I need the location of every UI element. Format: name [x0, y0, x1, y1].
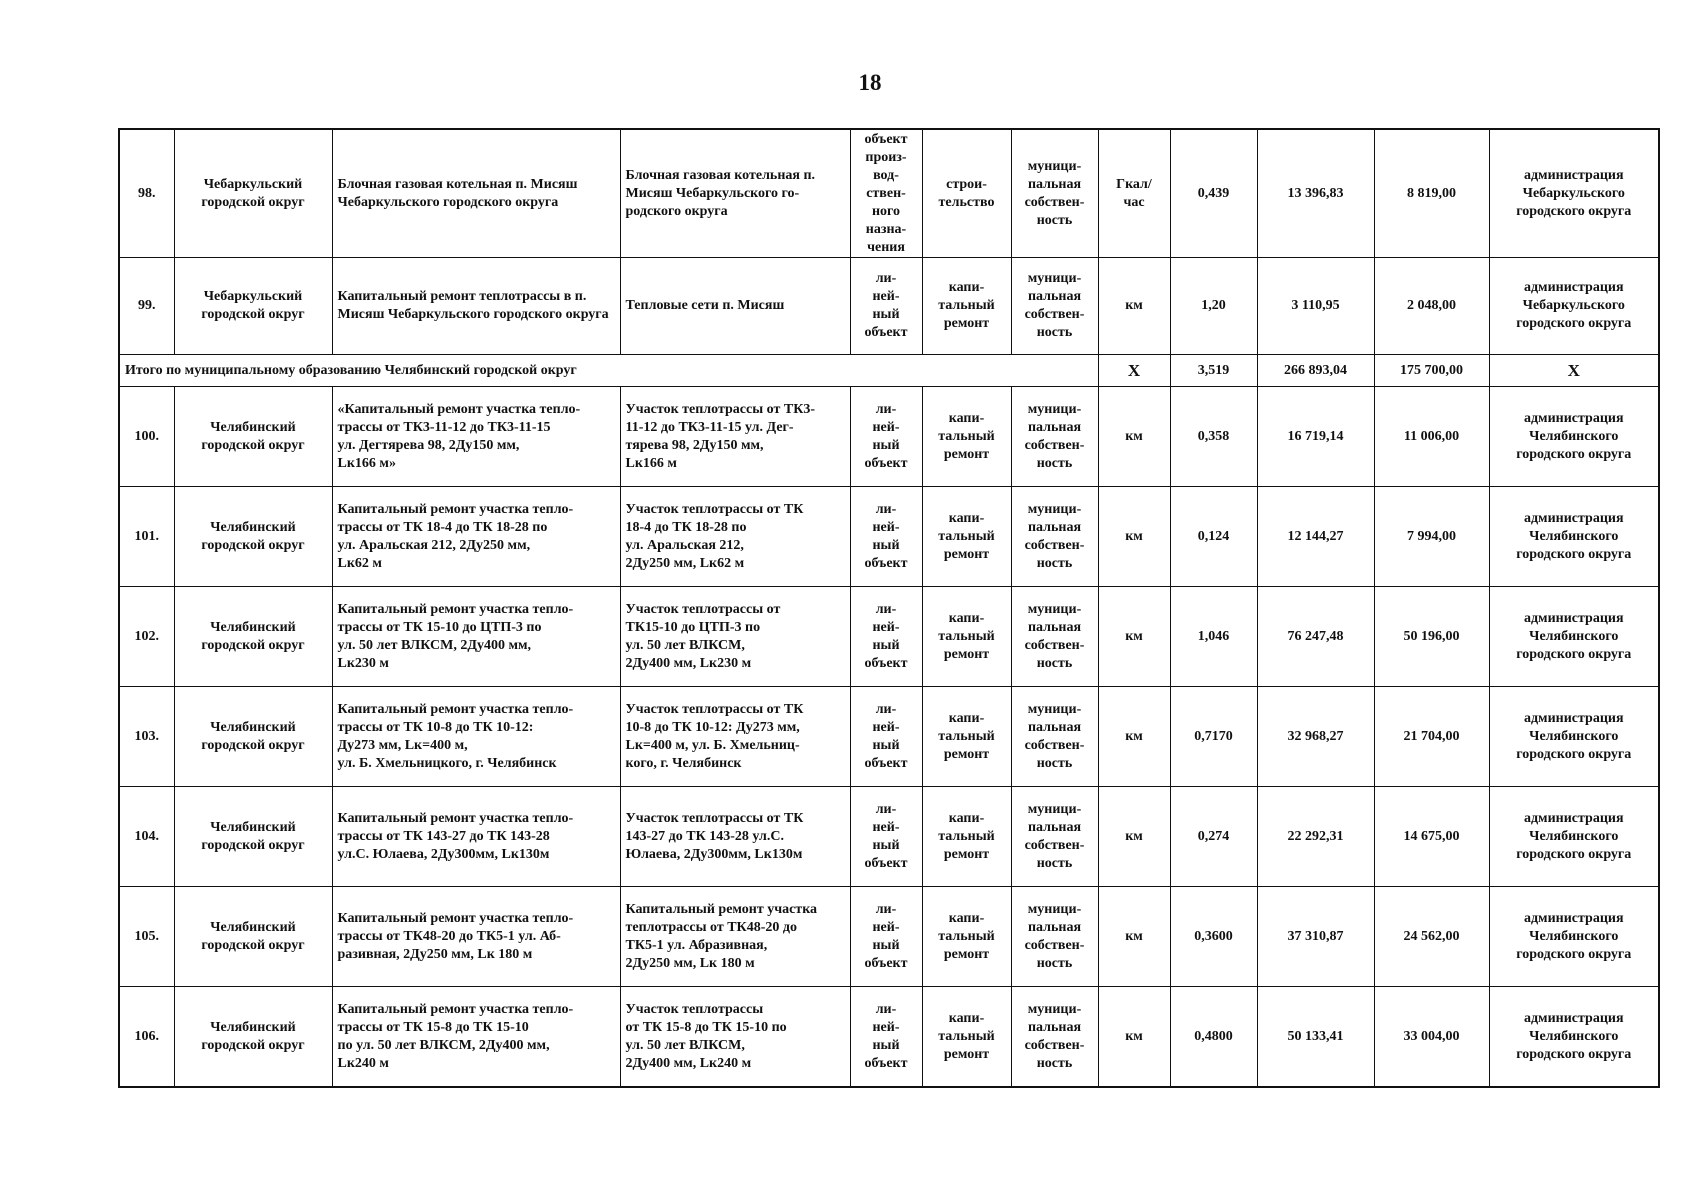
- ownership-cell: муници- пальная собствен- ность: [1011, 258, 1098, 355]
- unit-cell: км: [1098, 987, 1170, 1088]
- table-row: [119, 258, 1659, 355]
- ownership-cell: муници- пальная собствен- ность: [1011, 987, 1098, 1088]
- cost-total-cell: 3 110,95: [1257, 258, 1374, 355]
- object-type-cell: объект произ- вод- ствен- ного назна- чения: [850, 129, 922, 258]
- row-number: 102.: [119, 587, 174, 687]
- row-number: 99.: [119, 258, 174, 355]
- object-type-cell: ли- ней- ный объект: [850, 787, 922, 887]
- unit-cell: км: [1098, 487, 1170, 587]
- cost-subsidy-cell: 11 006,00: [1374, 387, 1489, 487]
- object-cell: Тепловые сети п. Мисяш: [620, 258, 850, 355]
- table-row: [119, 687, 1659, 787]
- ownership-cell: муници- пальная собствен- ность: [1011, 129, 1098, 258]
- work-type-cell: капи- тальный ремонт: [922, 387, 1011, 487]
- customer-cell: администрация Чебаркульского городского округа: [1489, 129, 1659, 258]
- object-type-cell: ли- ней- ный объект: [850, 687, 922, 787]
- object-cell: Участок теплотрассы от ТК 18-4 до ТК 18-28 по ул. Аральская 212, 2Ду250 мм, Lк62 м: [620, 487, 850, 587]
- event-cell: Капитальный ремонт участка тепло- трассы от ТК 18-4 до ТК 18-28 по ул. Аральская 212, 2Ду250 мм, Lк62 м: [332, 487, 620, 587]
- customer-cell: администрация Челябинского городского округа: [1489, 387, 1659, 487]
- cost-total-cell: 50 133,41: [1257, 987, 1374, 1088]
- event-cell: Блочная газовая котельная п. Мисяш Чебаркульского городского округа: [332, 129, 620, 258]
- work-type-cell: капи- тальный ремонт: [922, 887, 1011, 987]
- cost-subsidy-cell: 2 048,00: [1374, 258, 1489, 355]
- row-number: 104.: [119, 787, 174, 887]
- total-cost-total-cell: 266 893,04: [1257, 355, 1374, 387]
- municipality-cell: Челябинский городской округ: [174, 687, 332, 787]
- table-row: [119, 587, 1659, 687]
- table-row: [119, 387, 1659, 487]
- object-cell: Участок теплотрассы от ТК 10-8 до ТК 10-12: Ду273 мм, Lк=400 м, ул. Б. Хмельниц- кого, г. Челябинск: [620, 687, 850, 787]
- work-type-cell: капи- тальный ремонт: [922, 487, 1011, 587]
- capacity-cell: 1,046: [1170, 587, 1257, 687]
- unit-cell: км: [1098, 787, 1170, 887]
- ownership-cell: муници- пальная собствен- ность: [1011, 387, 1098, 487]
- row-number: 106.: [119, 987, 174, 1088]
- customer-cell: администрация Челябинского городского округа: [1489, 787, 1659, 887]
- unit-cell: км: [1098, 258, 1170, 355]
- row-number: 105.: [119, 887, 174, 987]
- ownership-cell: муници- пальная собствен- ность: [1011, 587, 1098, 687]
- municipality-cell: Чебаркульский городской округ: [174, 258, 332, 355]
- customer-cell: администрация Челябинского городского округа: [1489, 887, 1659, 987]
- cost-total-cell: 22 292,31: [1257, 787, 1374, 887]
- event-cell: Капитальный ремонт участка тепло- трассы от ТК 10-8 до ТК 10-12: Ду273 мм, Lк=400 м, ул. Б. Хмельницкого, г. Челябинск: [332, 687, 620, 787]
- unit-cell: км: [1098, 887, 1170, 987]
- cost-total-cell: 76 247,48: [1257, 587, 1374, 687]
- event-cell: Капитальный ремонт теплотрассы в п. Мисяш Чебаркульского городского округа: [332, 258, 620, 355]
- cost-total-cell: 13 396,83: [1257, 129, 1374, 258]
- work-type-cell: капи- тальный ремонт: [922, 787, 1011, 887]
- unit-cell: км: [1098, 587, 1170, 687]
- object-type-cell: ли- ней- ный объект: [850, 587, 922, 687]
- cost-total-cell: 12 144,27: [1257, 487, 1374, 587]
- cost-total-cell: 32 968,27: [1257, 687, 1374, 787]
- object-cell: Капитальный ремонт участка теплотрассы от ТК48-20 до ТК5-1 ул. Абразивная, 2Ду250 мм, Lк 180 м: [620, 887, 850, 987]
- object-cell: Участок теплотрассы от ТК15-10 до ЦТП-3 по ул. 50 лет ВЛКСМ, 2Ду400 мм, Lк230 м: [620, 587, 850, 687]
- municipality-cell: Челябинский городской округ: [174, 787, 332, 887]
- capacity-cell: 0,358: [1170, 387, 1257, 487]
- cost-subsidy-cell: 8 819,00: [1374, 129, 1489, 258]
- table-row: [119, 787, 1659, 887]
- cost-subsidy-cell: 24 562,00: [1374, 887, 1489, 987]
- customer-cell: администрация Челябинского городского округа: [1489, 487, 1659, 587]
- cost-subsidy-cell: 50 196,00: [1374, 587, 1489, 687]
- municipality-cell: Челябинский городской округ: [174, 887, 332, 987]
- customer-cell: администрация Челябинского городского округа: [1489, 987, 1659, 1088]
- work-type-cell: капи- тальный ремонт: [922, 587, 1011, 687]
- object-type-cell: ли- ней- ный объект: [850, 887, 922, 987]
- object-cell: Участок теплотрассы от ТК 143-27 до ТК 143-28 ул.С. Юлаева, 2Ду300мм, Lк130м: [620, 787, 850, 887]
- cost-subsidy-cell: 14 675,00: [1374, 787, 1489, 887]
- customer-cell: администрация Челябинского городского округа: [1489, 587, 1659, 687]
- object-cell: Участок теплотрассы от ТК3- 11-12 до ТК3-11-15 ул. Дег- тярева 98, 2Ду150 мм, Lк166 м: [620, 387, 850, 487]
- total-capacity-cell: 3,519: [1170, 355, 1257, 387]
- municipality-cell: Чебаркульский городской округ: [174, 129, 332, 258]
- object-type-cell: ли- ней- ный объект: [850, 258, 922, 355]
- capacity-cell: 0,439: [1170, 129, 1257, 258]
- row-number: 101.: [119, 487, 174, 587]
- cost-total-cell: 16 719,14: [1257, 387, 1374, 487]
- object-type-cell: ли- ней- ный объект: [850, 487, 922, 587]
- object-cell: Участок теплотрассы от ТК 15-8 до ТК 15-10 по ул. 50 лет ВЛКСМ, 2Ду400 мм, Lк240 м: [620, 987, 850, 1088]
- total-customer-cell: Х: [1489, 355, 1659, 387]
- table-row: [119, 129, 1659, 258]
- object-type-cell: ли- ней- ный объект: [850, 987, 922, 1088]
- municipality-cell: Челябинский городской округ: [174, 487, 332, 587]
- unit-cell: км: [1098, 387, 1170, 487]
- work-type-cell: строи- тельство: [922, 129, 1011, 258]
- unit-cell: км: [1098, 687, 1170, 787]
- table-row: [119, 887, 1659, 987]
- total-unit-cell: Х: [1098, 355, 1170, 387]
- total-cost-subsidy-cell: 175 700,00: [1374, 355, 1489, 387]
- event-cell: Капитальный ремонт участка тепло- трассы от ТК 15-8 до ТК 15-10 по ул. 50 лет ВЛКСМ, 2Ду400 мм, Lк240 м: [332, 987, 620, 1088]
- work-type-cell: капи- тальный ремонт: [922, 987, 1011, 1088]
- total-label: Итого по муниципальному образованию Челябинский городской округ: [119, 355, 1098, 387]
- cost-subsidy-cell: 21 704,00: [1374, 687, 1489, 787]
- row-number: 100.: [119, 387, 174, 487]
- row-number: 98.: [119, 129, 174, 258]
- cost-subsidy-cell: 33 004,00: [1374, 987, 1489, 1088]
- capacity-cell: 0,274: [1170, 787, 1257, 887]
- municipality-cell: Челябинский городской округ: [174, 987, 332, 1088]
- municipality-cell: Челябинский городской округ: [174, 387, 332, 487]
- event-cell: «Капитальный ремонт участка тепло- трассы от ТК3-11-12 до ТК3-11-15 ул. Дегтярева 98, 2Ду150 мм, Lк166 м»: [332, 387, 620, 487]
- ownership-cell: муници- пальная собствен- ность: [1011, 887, 1098, 987]
- customer-cell: администрация Челябинского городского округа: [1489, 687, 1659, 787]
- cost-total-cell: 37 310,87: [1257, 887, 1374, 987]
- capacity-cell: 1,20: [1170, 258, 1257, 355]
- row-number: 103.: [119, 687, 174, 787]
- investment-program-table: [118, 128, 1660, 1088]
- page-number: 18: [858, 70, 882, 95]
- capacity-cell: 0,3600: [1170, 887, 1257, 987]
- municipality-cell: Челябинский городской округ: [174, 587, 332, 687]
- ownership-cell: муници- пальная собствен- ность: [1011, 687, 1098, 787]
- ownership-cell: муници- пальная собствен- ность: [1011, 787, 1098, 887]
- capacity-cell: 0,7170: [1170, 687, 1257, 787]
- capacity-cell: 0,124: [1170, 487, 1257, 587]
- cost-subsidy-cell: 7 994,00: [1374, 487, 1489, 587]
- work-type-cell: капи- тальный ремонт: [922, 687, 1011, 787]
- object-cell: Блочная газовая котельная п. Мисяш Чебаркульского го-родского округа: [620, 129, 850, 258]
- work-type-cell: капи- тальный ремонт: [922, 258, 1011, 355]
- capacity-cell: 0,4800: [1170, 987, 1257, 1088]
- object-type-cell: ли- ней- ный объект: [850, 387, 922, 487]
- event-cell: Капитальный ремонт участка тепло- трассы от ТК 143-27 до ТК 143-28 ул.С. Юлаева, 2Ду300мм, Lк130м: [332, 787, 620, 887]
- total-row: [119, 355, 1659, 387]
- unit-cell: Гкал/ час: [1098, 129, 1170, 258]
- event-cell: Капитальный ремонт участка тепло- трассы от ТК 15-10 до ЦТП-3 по ул. 50 лет ВЛКСМ, 2Ду400 мм, Lк230 м: [332, 587, 620, 687]
- customer-cell: администрация Чебаркульского городского округа: [1489, 258, 1659, 355]
- table-row: [119, 487, 1659, 587]
- event-cell: Капитальный ремонт участка тепло- трассы от ТК48-20 до ТК5-1 ул. Аб- разивная, 2Ду250 мм, Lк 180 м: [332, 887, 620, 987]
- ownership-cell: муници- пальная собствен- ность: [1011, 487, 1098, 587]
- table-row: [119, 987, 1659, 1088]
